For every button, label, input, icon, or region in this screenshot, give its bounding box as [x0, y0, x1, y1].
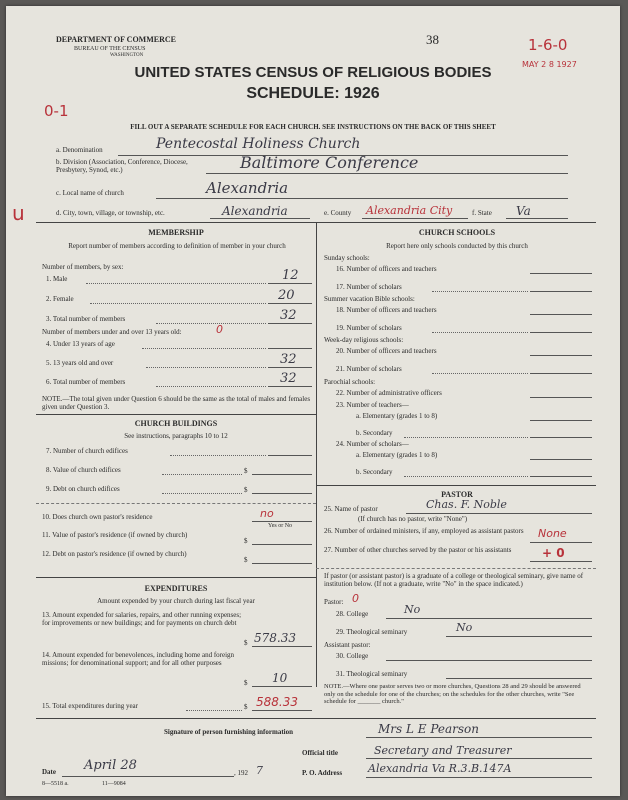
summer-label: Summer vacation Bible schools: [324, 295, 415, 303]
q25-note: (If church has no pastor, write "None") [358, 515, 468, 523]
year-value: 7 [256, 764, 263, 777]
city-label: WASHINGTON [110, 53, 144, 58]
handwritten-code: 1-6-0 [528, 36, 568, 54]
q29-value: No [456, 621, 473, 634]
weekday-label: Week-day religious schools: [324, 336, 404, 344]
membership-intro: Report number of members according to definition of member in your church [68, 242, 286, 250]
q8-label: 8. Value of church edifices [46, 466, 121, 474]
buildings-subtitle: See instructions, paragraphs 10 to 12 [124, 432, 228, 440]
division-label: b. Division (Association, Conference, Diocese, Presbytery, Synod, etc.) [56, 158, 188, 174]
age-label: Number of members under and over 13 years old: [42, 328, 182, 336]
q20-label: 20. Number of officers and teachers [336, 347, 437, 355]
schools-heading: CHURCH SCHOOLS [418, 228, 496, 237]
q29-label: 29. Theological seminary [336, 628, 408, 636]
sunday-label: Sunday schools: [324, 254, 370, 262]
q27-value: + 0 [542, 546, 565, 560]
expenditures-intro: Amount expended by your church during last fiscal year [97, 597, 255, 605]
bureau-label: BUREAU OF THE CENSUS [74, 46, 146, 52]
q9-label: 9. Debt on church edifices [46, 485, 120, 493]
city-value: Alexandria [222, 204, 288, 218]
parochial-label: Parochial schools: [324, 378, 376, 386]
q26-value: None [538, 527, 567, 540]
pastor-note: NOTE.—Where one pastor serves two or more churches, Questions 28 and 29 should be answered only on the schedule for one of the churches; on the schedules for the other churches, write "See schedule for _______ church." [324, 683, 581, 705]
q24-label: 24. Number of scholars— [336, 440, 409, 448]
membership-heading: MEMBERSHIP [148, 228, 204, 237]
q12-dollar: $ [244, 556, 248, 564]
q14-dollar: $ [244, 679, 248, 687]
q24a-label: a. Elementary (grades 1 to 8) [356, 451, 438, 459]
margin-mark: u [12, 201, 25, 225]
q9-dollar: $ [244, 486, 248, 494]
buildings-heading: CHURCH BUILDINGS [134, 419, 218, 428]
membership-note: NOTE.—The total given under Question 6 should be the same as the total of males and females given under Question 3. [42, 395, 311, 411]
denomination-label: a. Denomination [56, 146, 103, 154]
date-value: April 28 [84, 758, 137, 773]
q8-dollar: $ [244, 467, 248, 475]
q23-label: 23. Number of teachers— [336, 401, 409, 409]
local-name-value: Alexandria [206, 179, 289, 197]
received-date-stamp: MAY 2 8 1927 [522, 60, 577, 69]
po-address-value: Alexandria Va R.3.B.147A [368, 762, 512, 775]
q21-label: 21. Number of scholars [336, 365, 402, 373]
city-label-field: d. City, town, village, or township, etc. [56, 209, 165, 217]
q28-value: No [404, 603, 421, 616]
q6-value: 32 [280, 371, 297, 386]
pastor-heading: PASTOR [441, 490, 473, 499]
q25-label: 25. Name of pastor [324, 505, 378, 513]
q23b-label: b. Secondary [356, 429, 393, 437]
instruction-line: FILL OUT A SEPARATE SCHEDULE FOR EACH CHURCH. SEE INSTRUCTIONS ON THE BACK OF THIS SHEET [130, 123, 496, 131]
q14-value: 10 [272, 671, 288, 685]
q27-label: 27. Number of other churches served by the pastor or his assistants [324, 546, 512, 554]
q6-label: 6. Total number of members [46, 378, 126, 386]
schools-intro: Report here only schools conducted by this church [386, 242, 528, 250]
form-number: 8—5518 a. [42, 781, 69, 787]
q28-label: 28. College [336, 610, 369, 618]
q13-dollar: $ [244, 639, 248, 647]
pastor-sub-label: Pastor: [324, 598, 344, 606]
age-mark: 0 [216, 323, 223, 336]
graduate-note: If pastor (or assistant pastor) is a graduate of a college or theological seminary, give name of institution below. (If not a graduate, write "No" in the space indicated.) [324, 572, 584, 588]
q23a-label: a. Elementary (grades 1 to 8) [356, 412, 438, 420]
q15-dollar: $ [244, 703, 248, 711]
denomination-value: Pentecostal Holiness Church [156, 136, 361, 152]
document-title: UNITED STATES CENSUS OF RELIGIOUS BODIES [134, 64, 492, 81]
department-label: DEPARTMENT OF COMMERCE [56, 35, 177, 44]
q2-label: 2. Female [46, 295, 74, 303]
q11-label: 11. Value of pastor's residence (if owned by church) [42, 531, 188, 539]
po-address-label: P. O. Address [302, 769, 343, 777]
q15-label: 15. Total expenditures during year [42, 702, 138, 710]
q12-label: 12. Debt on pastor's residence (if owned by church) [42, 550, 187, 558]
pastor-mark: 0 [352, 592, 359, 605]
state-value: Va [516, 204, 531, 218]
q1-value: 12 [282, 268, 299, 283]
local-name-label: c. Local name of church [56, 189, 124, 197]
q5-value: 32 [280, 352, 297, 367]
date-label: Date [42, 768, 56, 776]
yes-no-hint: Yes or No [268, 523, 293, 529]
q13-label: 13. Amount expended for salaries, repairs, and other running expenses; for improvements or new buildings; and for payments on church debt [42, 611, 242, 627]
q16-label: 16. Number of officers and teachers [336, 265, 437, 273]
q22-label: 22. Number of administrative officers [336, 389, 442, 397]
q3-label: 3. Total number of members [46, 315, 126, 323]
q26-label: 26. Number of ordained ministers, if any, employed as assistant pastors [324, 527, 524, 535]
division-value: Baltimore Conference [240, 153, 419, 172]
q13-value: 578.33 [254, 631, 296, 645]
q19-label: 19. Number of scholars [336, 324, 402, 332]
official-title-value: Secretary and Treasurer [374, 744, 512, 757]
q10-label: 10. Does church own pastor's residence [42, 513, 153, 521]
assistant-pastor-label: Assistant pastor: [324, 641, 371, 649]
q25-value: Chas. F. Noble [426, 498, 507, 511]
margin-code: 0-1 [44, 102, 69, 120]
county-label: e. County [324, 209, 352, 217]
state-label: f. State [472, 209, 492, 217]
print-number: 11—9084 [102, 781, 126, 787]
q15-value: 588.33 [256, 695, 298, 709]
q4-label: 4. Under 13 years of age [46, 340, 115, 348]
official-title-label: Official title [302, 749, 338, 757]
q31-label: 31. Theological seminary [336, 670, 408, 678]
county-value: Alexandria City [366, 204, 453, 217]
q24b-label: b. Secondary [356, 468, 393, 476]
signature-value: Mrs L E Pearson [378, 722, 479, 736]
q11-dollar: $ [244, 537, 248, 545]
q7-label: 7. Number of church edifices [46, 447, 128, 455]
by-sex-label: Number of members, by sex: [42, 263, 124, 271]
signature-label: Signature of person furnishing information [164, 728, 293, 736]
q3-value: 32 [280, 308, 297, 323]
q17-label: 17. Number of scholars [336, 283, 402, 291]
schedule-number: 38 [426, 32, 439, 47]
expenditures-heading: EXPENDITURES [144, 584, 208, 593]
q30-label: 30. College [336, 652, 369, 660]
census-schedule-document [6, 6, 620, 796]
schedule-title: SCHEDULE: 1926 [246, 85, 380, 102]
q2-value: 20 [278, 288, 295, 303]
q5-label: 5. 13 years old and over [46, 359, 114, 367]
year-prefix: , 192 [234, 769, 248, 777]
q10-value: no [260, 507, 274, 520]
q18-label: 18. Number of officers and teachers [336, 306, 437, 314]
q1-label: 1. Male [46, 275, 68, 283]
q14-label: 14. Amount expended for benevolences, including home and foreign missions; for denominational support; and for all other purposes [42, 651, 235, 667]
